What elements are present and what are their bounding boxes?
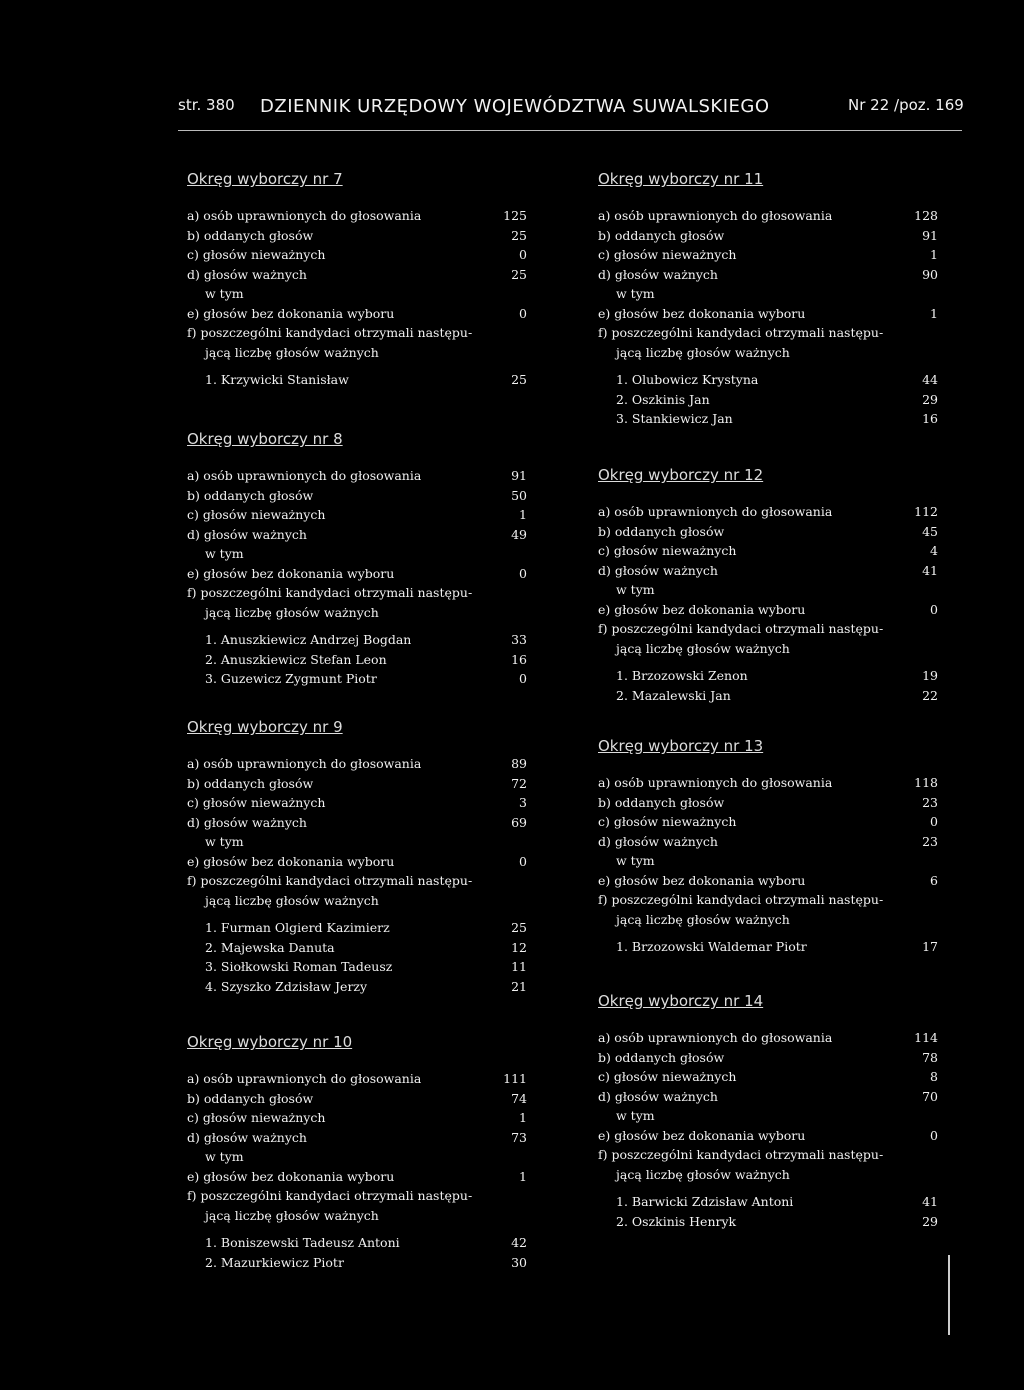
stat-row [187,304,527,324]
district-title: Okręg wyborczy nr 12 [598,466,764,484]
stat-label: e) głosów bez dokonania wyboru [598,1127,806,1143]
candidate-votes: 30 [511,1254,527,1270]
district-title: Okręg wyborczy nr 13 [598,737,764,755]
candidate-votes: 29 [922,391,938,407]
candidate-name: 3. Guzewicz Zygmunt Piotr [205,671,377,686]
stat-row [187,1108,527,1128]
candidate-row [187,630,527,650]
stat-value: 0 [930,814,938,829]
stat-value: 23 [922,833,938,849]
candidate-votes: 25 [511,372,527,387]
spacer [187,1225,527,1233]
stat-label: d) głosów ważnych [187,266,307,282]
candidates-intro [187,891,527,911]
district-title: Okręg wyborczy nr 14 [598,992,764,1010]
stat-value: 0 [519,247,527,262]
stat-label: b) oddanych głosów [187,227,314,243]
issue-number: Nr 22 /poz. 169 [848,96,964,114]
district-block [187,718,527,996]
candidate-name: 4. Szyszko Zdzisław Jerzy [205,978,368,994]
page-number: str. 380 [178,96,235,114]
district-title: Okręg wyborczy nr 9 [187,718,343,736]
stat-value: 118 [914,775,938,790]
candidate-row [187,977,527,997]
stat-row [187,1128,527,1148]
candidates-intro [598,890,938,910]
w-tym-row [598,580,938,600]
candidates-intro-line2: jącą liczbę głosów ważnych [205,344,379,360]
candidates-intro [598,639,938,659]
stat-value: 78 [922,1049,938,1065]
candidate-name: 2. Majewska Danuta [205,939,335,955]
candidates-intro [187,871,527,891]
candidate-name: 2. Mazalewski Jan [616,687,731,703]
candidates-intro [187,1186,527,1206]
stat-value: 1 [519,1110,527,1125]
stat-value: 49 [511,526,527,542]
stat-value: 111 [503,1071,527,1086]
stat-row [598,793,938,813]
candidate-votes: 42 [511,1235,527,1250]
journal-title: DZIENNIK URZĘDOWY WOJEWÓDZTWA SUWALSKIEGO [260,96,770,117]
candidate-name: 3. Siołkowski Roman Tadeusz [205,959,393,974]
stat-value: 6 [930,872,938,888]
candidates-intro-line1: f) poszczególni kandydaci otrzymali następu- [187,873,473,888]
candidate-votes: 22 [922,687,938,703]
candidate-votes: 25 [511,920,527,935]
stat-label: b) oddanych głosów [187,487,314,503]
candidate-row [598,666,938,686]
stat-row [187,226,527,246]
stat-row [598,561,938,581]
stat-label: d) głosów ważnych [598,833,718,849]
stat-row [598,1087,938,1107]
stat-value: 0 [519,853,527,869]
stat-value: 72 [511,775,527,791]
stat-row [187,793,527,813]
stat-value: 73 [511,1129,527,1145]
stat-value: 125 [503,208,527,223]
candidate-name: 1. Barwicki Zdzisław Antoni [616,1194,794,1209]
stat-row [187,754,527,774]
candidate-name: 1. Boniszewski Tadeusz Antoni [205,1235,400,1250]
w-tym-row [187,284,527,304]
candidates-intro-line1: f) poszczególni kandydaci otrzymali następu- [187,325,473,340]
w-tym-label: w tym [205,546,244,561]
stat-value: 25 [511,266,527,282]
candidate-row [187,957,527,977]
candidate-row [187,918,527,938]
spacer [187,362,527,370]
stat-label: c) głosów nieważnych [598,1069,737,1084]
stat-value: 90 [922,266,938,282]
stat-value: 3 [519,795,527,810]
candidate-votes: 12 [511,939,527,955]
w-tym-label: w tym [205,834,244,849]
candidate-votes: 0 [519,671,527,686]
stat-row [598,600,938,620]
candidates-intro [187,343,527,363]
candidate-name: 2. Oszkinis Henryk [616,1213,737,1229]
candidates-intro-line2: jącą liczbę głosów ważnych [205,1207,379,1223]
candidate-votes: 16 [922,411,938,426]
candidate-row [187,370,527,390]
stat-label: e) głosów bez dokonania wyboru [598,305,806,321]
stat-label: a) osób uprawnionych do głosowania [598,504,833,519]
stat-row [598,1126,938,1146]
stat-row [598,773,938,793]
stat-row [598,871,938,891]
candidates-intro [187,583,527,603]
spacer [598,1184,938,1192]
candidate-row [187,669,527,689]
candidate-name: 2. Anuszkiewicz Stefan Leon [205,651,387,667]
stat-row [598,812,938,832]
stat-value: 0 [519,305,527,321]
stat-value: 23 [922,794,938,810]
stat-row [187,1069,527,1089]
stat-label: c) głosów nieważnych [598,543,737,558]
stat-value: 91 [511,468,527,483]
candidates-intro-line1: f) poszczególni kandydaci otrzymali następu- [598,1147,884,1162]
stat-label: a) osób uprawnionych do głosowania [598,208,833,223]
stat-label: d) głosów ważnych [598,266,718,282]
stat-label: c) głosów nieważnych [187,247,326,262]
candidate-votes: 33 [511,632,527,647]
stat-value: 8 [930,1069,938,1084]
candidates-intro-line2: jącą liczbę głosów ważnych [616,344,790,360]
candidate-row [598,390,938,410]
stat-label: d) głosów ważnych [598,1088,718,1104]
stat-row [187,486,527,506]
stat-value: 1 [519,1168,527,1184]
candidates-intro [187,323,527,343]
stat-value: 25 [511,227,527,243]
district-block [598,170,938,429]
stat-row [187,505,527,525]
candidate-votes: 21 [511,978,527,994]
stat-row [598,1048,938,1068]
candidate-row [187,938,527,958]
district-block [187,1033,527,1272]
stat-row [187,774,527,794]
stat-label: b) oddanych głosów [598,1049,725,1065]
stat-row [598,1028,938,1048]
candidates-intro-line2: jącą liczbę głosów ważnych [616,911,790,927]
w-tym-label: w tym [616,286,655,301]
stat-row [598,245,938,265]
header-rule [178,130,962,131]
stat-value: 45 [922,523,938,539]
w-tym-label: w tym [205,1149,244,1164]
candidate-votes: 11 [511,959,527,974]
candidate-votes: 44 [922,372,938,387]
stat-row [187,245,527,265]
stat-label: a) osób uprawnionych do głosowania [598,775,833,790]
stat-row [187,206,527,226]
page-header [0,96,1024,126]
w-tym-row [598,851,938,871]
w-tym-row [598,1106,938,1126]
stat-label: d) głosów ważnych [187,526,307,542]
candidate-name: 1. Furman Olgierd Kazimierz [205,920,390,935]
candidates-intro-line1: f) poszczególni kandydaci otrzymali następu- [598,892,884,907]
candidates-intro [598,1165,938,1185]
stat-label: c) głosów nieważnych [187,795,326,810]
stat-value: 1 [519,507,527,522]
stat-label: a) osób uprawnionych do głosowania [187,1071,422,1086]
candidates-intro [598,619,938,639]
stat-value: 1 [930,247,938,262]
stat-value: 0 [519,565,527,581]
stat-row [598,304,938,324]
stat-label: a) osób uprawnionych do głosowania [187,468,422,483]
candidates-intro-line1: f) poszczególni kandydaci otrzymali następu- [187,1188,473,1203]
district-title: Okręg wyborczy nr 11 [598,170,764,188]
district-title: Okręg wyborczy nr 10 [187,1033,353,1051]
stat-row [187,813,527,833]
stat-value: 50 [511,487,527,503]
spacer [187,910,527,918]
stat-value: 112 [914,504,938,519]
district-block [598,737,938,957]
district-block [187,170,527,390]
district-block [598,992,938,1231]
candidates-intro [598,1145,938,1165]
candidates-intro [598,910,938,930]
candidate-row [187,1253,527,1273]
candidate-name: 1. Krzywicki Stanisław [205,372,349,387]
candidates-intro-line1: f) poszczególni kandydaci otrzymali następu- [187,585,473,600]
w-tym-label: w tym [616,582,655,597]
district-title: Okręg wyborczy nr 8 [187,430,343,448]
district-block [187,430,527,689]
candidate-votes: 17 [922,939,938,954]
candidate-votes: 16 [511,651,527,667]
w-tym-row [187,544,527,564]
candidate-row [598,1192,938,1212]
candidate-votes: 41 [922,1194,938,1209]
spacer [598,362,938,370]
w-tym-label: w tym [205,286,244,301]
stat-value: 114 [914,1030,938,1045]
candidates-intro [187,1206,527,1226]
spacer [598,658,938,666]
stat-row [187,1089,527,1109]
candidates-intro-line2: jącą liczbę głosów ważnych [616,1166,790,1182]
stat-row [598,832,938,852]
stat-row [187,1167,527,1187]
w-tym-row [187,832,527,852]
stat-label: b) oddanych głosów [598,794,725,810]
stat-value: 41 [922,562,938,578]
stat-label: a) osób uprawnionych do głosowania [187,756,422,771]
margin-mark [948,1255,950,1335]
stat-label: b) oddanych głosów [187,775,314,791]
stat-row [598,226,938,246]
stat-label: c) głosów nieważnych [598,247,737,262]
stat-row [187,564,527,584]
stat-row [598,265,938,285]
candidates-intro [187,603,527,623]
candidates-intro-line2: jącą liczbę głosów ważnych [616,640,790,656]
stat-label: b) oddanych głosów [598,523,725,539]
candidate-name: 3. Stankiewicz Jan [616,411,733,426]
candidate-name: 1. Olubowicz Krystyna [616,372,759,387]
stat-label: e) głosów bez dokonania wyboru [187,305,395,321]
candidate-name: 1. Brzozowski Waldemar Piotr [616,939,807,954]
stat-value: 91 [922,227,938,243]
stat-row [187,525,527,545]
candidates-intro [598,343,938,363]
stat-label: e) głosów bez dokonania wyboru [187,565,395,581]
candidate-row [598,409,938,429]
w-tym-row [598,284,938,304]
candidate-name: 2. Oszkinis Jan [616,391,710,407]
candidates-intro-line1: f) poszczególni kandydaci otrzymali następu- [598,325,884,340]
stat-label: c) głosów nieważnych [187,507,326,522]
stat-row [187,852,527,872]
stat-label: c) głosów nieważnych [598,814,737,829]
w-tym-label: w tym [616,853,655,868]
candidate-row [598,937,938,957]
stat-label: e) głosów bez dokonania wyboru [187,1168,395,1184]
stat-label: d) głosów ważnych [187,1129,307,1145]
stat-value: 0 [930,1127,938,1143]
stat-value: 70 [922,1088,938,1104]
stat-row [598,541,938,561]
stat-label: d) głosów ważnych [598,562,718,578]
stat-row [598,206,938,226]
candidate-name: 1. Brzozowski Zenon [616,668,748,683]
candidates-intro [598,323,938,343]
candidate-row [598,686,938,706]
w-tym-row [187,1147,527,1167]
w-tym-label: w tym [616,1108,655,1123]
stat-row [598,522,938,542]
stat-value: 74 [511,1090,527,1106]
stat-row [598,1067,938,1087]
stat-value: 4 [930,543,938,558]
stat-value: 0 [930,601,938,617]
candidate-row [598,370,938,390]
candidate-name: 1. Anuszkiewicz Andrzej Bogdan [205,632,412,647]
candidates-intro-line2: jącą liczbę głosów ważnych [205,892,379,908]
candidate-row [598,1212,938,1232]
candidates-intro-line2: jącą liczbę głosów ważnych [205,604,379,620]
stat-row [598,502,938,522]
stat-row [187,265,527,285]
stat-label: a) osób uprawnionych do głosowania [187,208,422,223]
stat-label: b) oddanych głosów [598,227,725,243]
stat-label: a) osób uprawnionych do głosowania [598,1030,833,1045]
stat-label: b) oddanych głosów [187,1090,314,1106]
stat-value: 69 [511,814,527,830]
candidate-name: 2. Mazurkiewicz Piotr [205,1254,344,1270]
district-title: Okręg wyborczy nr 7 [187,170,343,188]
stat-label: c) głosów nieważnych [187,1110,326,1125]
stat-label: e) głosów bez dokonania wyboru [598,872,806,888]
stat-row [187,466,527,486]
stat-value: 128 [914,208,938,223]
candidate-votes: 29 [922,1213,938,1229]
candidate-votes: 19 [922,668,938,683]
candidate-row [187,650,527,670]
district-block [598,466,938,705]
stat-label: d) głosów ważnych [187,814,307,830]
stat-label: e) głosów bez dokonania wyboru [187,853,395,869]
spacer [187,622,527,630]
spacer [598,929,938,937]
candidates-intro-line1: f) poszczególni kandydaci otrzymali następu- [598,621,884,636]
stat-value: 89 [511,756,527,771]
stat-label: e) głosów bez dokonania wyboru [598,601,806,617]
stat-value: 1 [930,305,938,321]
candidate-row [187,1233,527,1253]
